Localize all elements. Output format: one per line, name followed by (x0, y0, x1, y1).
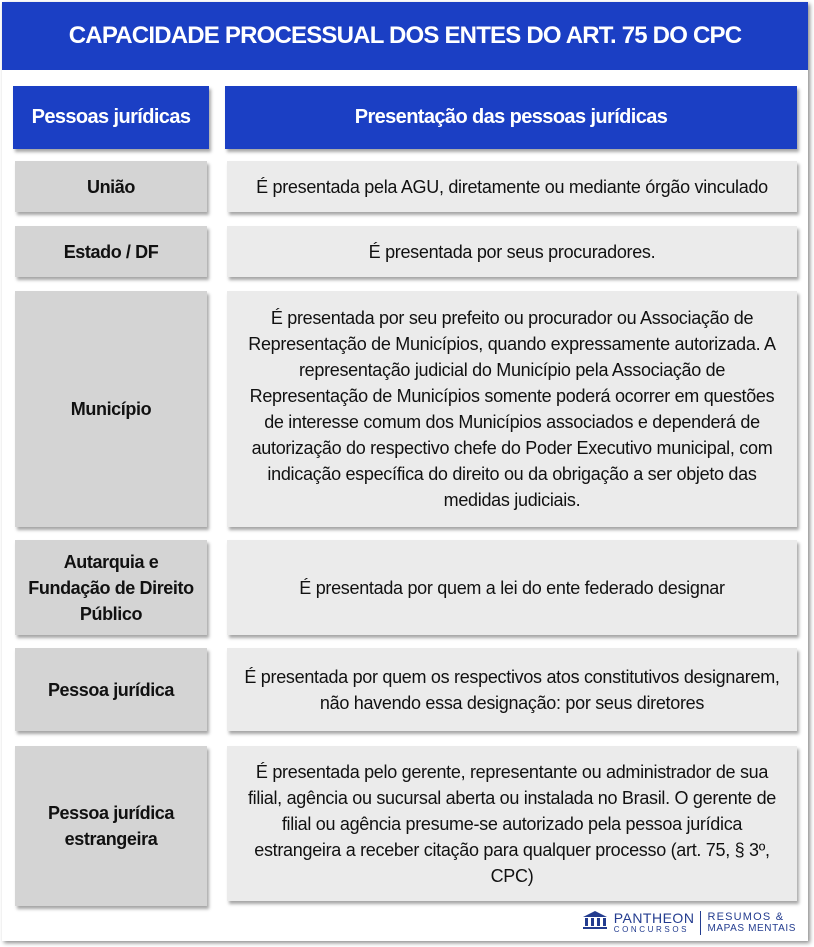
page-title: CAPACIDADE PROCESSUAL DOS ENTES DO ART. 75 DO CPC (2, 2, 808, 70)
temple-columns-icon (582, 910, 608, 935)
logo-divider (700, 911, 701, 935)
row-label-estado-df: Estado / DF (15, 226, 207, 277)
row-text-autarquia: É presentada por quem a lei do ente federado designar (227, 540, 797, 635)
row-label-autarquia: Autarquia e Fundação de Direito Público (15, 540, 207, 635)
row-label-uniao: União (15, 161, 207, 212)
logo-brand-name: PANTHEON (613, 910, 695, 926)
row-label-pessoa-juridica: Pessoa jurídica (15, 648, 207, 731)
logo-tagline-2: MAPAS MENTAIS (707, 923, 796, 934)
row-text-pessoa-juridica: É presentada por quem os respectivos atos constitutivos designarem, não havendo essa designação: por seus diretores (227, 648, 797, 731)
row-text-pessoa-juridica-estrangeira: É presentada pelo gerente, representante ou administrador de sua filial, agência ou sucursal aberta ou instalada no Brasil. O gerente de filial ou agência presume-se autorizado pela pessoa jurídica estrangeira a receber citação para qualquer processo (art. 75, § 3º, CPC) (227, 746, 797, 901)
header-presentacao: Presentação das pessoas jurídicas (225, 86, 797, 149)
logo-brand-sub: CONCURSOS (613, 925, 690, 934)
header-pessoas-juridicas: Pessoas jurídicas (13, 86, 209, 149)
row-label-pessoa-juridica-estrangeira: Pessoa jurídica estrangeira (15, 746, 207, 906)
row-text-municipio: É presentada por seu prefeito ou procurador ou Associação de Representação de Municípios, quando expressamente autorizada. A representação judicial do Município pela Associação de Representação de Municípios somente poderá ocorrer em questões de interesse comum dos Municípios associados e dependerá de autorização do respectivo chefe do Poder Executivo municipal, com indicação específica do direito ou da obrigação a ser objeto das medidas judiciais. (227, 291, 797, 527)
infographic (2, 2, 808, 941)
pantheon-logo (582, 910, 796, 935)
logo-tagline-1: RESUMOS & (707, 911, 785, 923)
row-label-municipio: Município (15, 291, 207, 527)
logo-tagline (707, 911, 796, 934)
row-text-estado-df: É presentada por seus procuradores. (227, 226, 797, 277)
row-text-uniao: É presentada pela AGU, diretamente ou mediante órgão vinculado (227, 161, 797, 212)
logo-brand (614, 911, 695, 934)
